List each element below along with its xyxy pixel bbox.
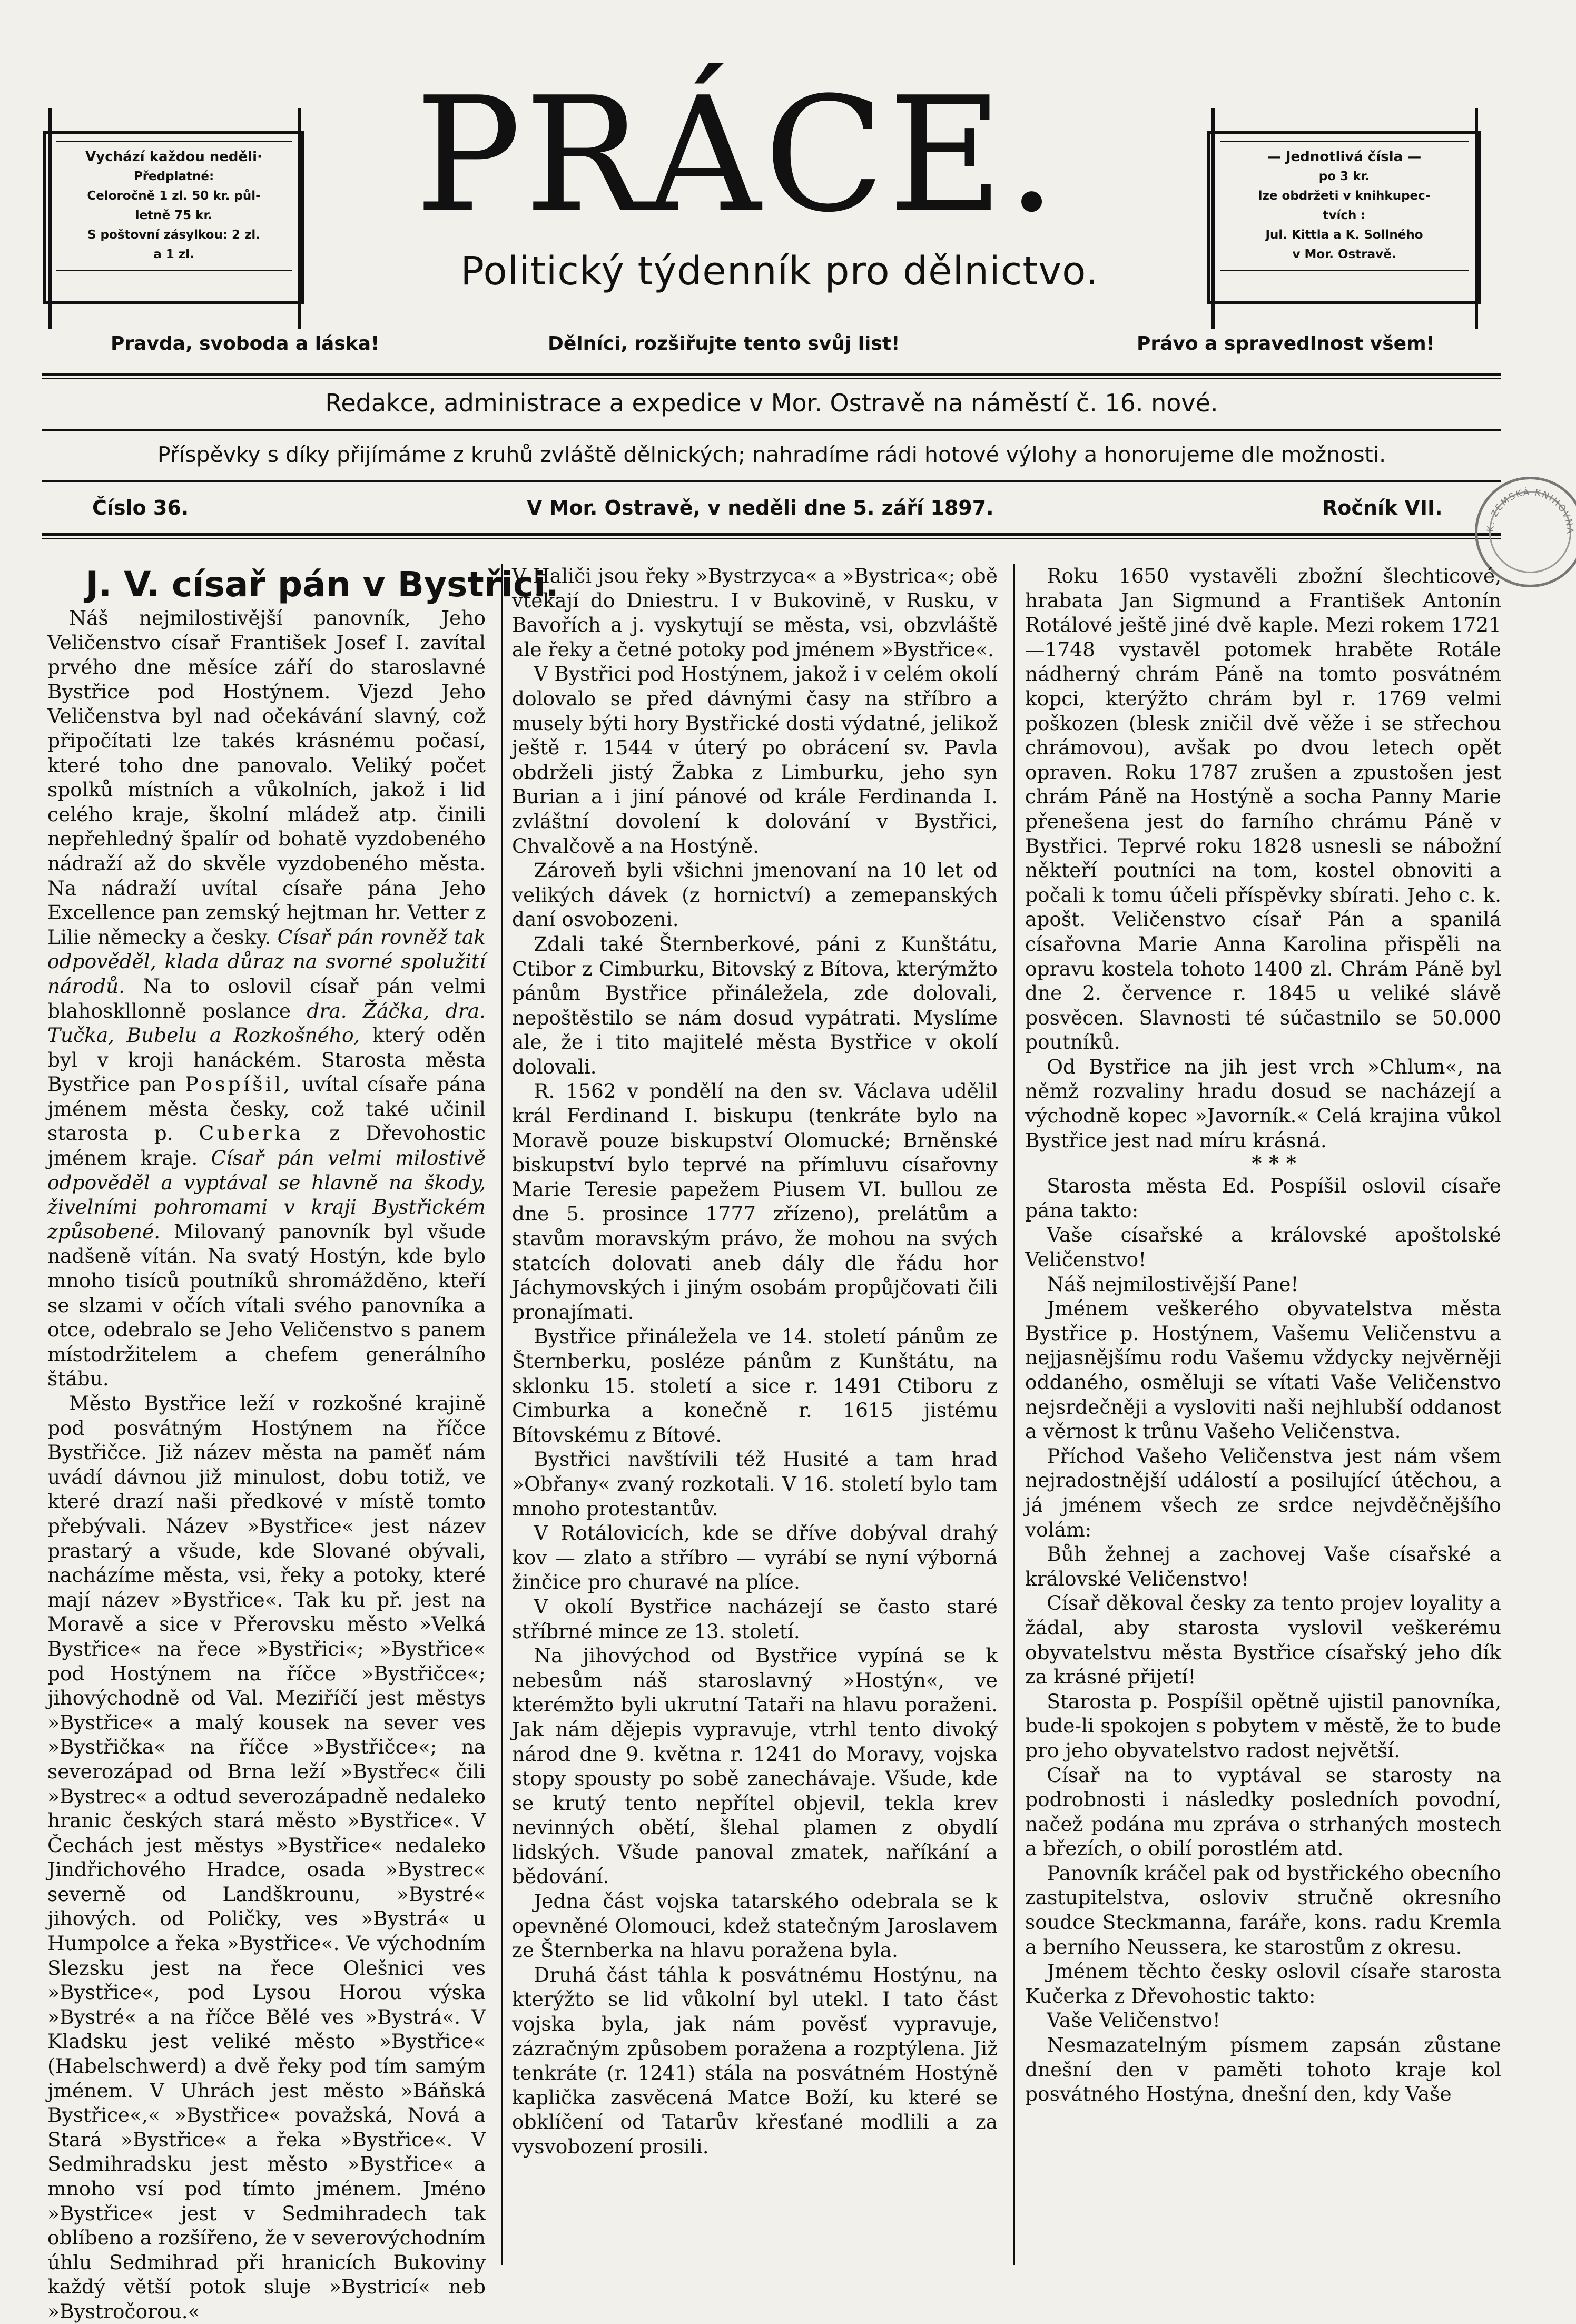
right-box-line: — Jednotlivá čísla — bbox=[1267, 149, 1422, 165]
text-run: z Dřevohostic jménem kraje. bbox=[47, 1121, 486, 1170]
left-box-line: letně 75 kr. bbox=[135, 209, 213, 222]
svg-text:K. ZEMSKÁ KNIHOVNA: K. ZEMSKÁ KNIHOVNA bbox=[1485, 487, 1575, 535]
editorial-address: Redakce, administrace a expedice v Mor. Ostravě na náměstí č. 16. nové. bbox=[325, 389, 1218, 417]
article-paragraph: Starosta p. Pospíšil opětně ujistil panovníka, bude-li spokojen s pobytem v městě, že to bude pro jeho obyvatelstvo radost největší. bbox=[1025, 1689, 1501, 1762]
italic-run: Císař pán rovněž tak odpověděl, klada důraz na svorné spolužití národů. bbox=[47, 925, 486, 998]
masthead-rule-thin bbox=[42, 378, 1501, 379]
motto-right: Právo a spravedlnost všem! bbox=[1137, 333, 1435, 354]
article-paragraph: Jménem těchto česky oslovil císaře starosta Kučerka z Dřevohostic takto: bbox=[1025, 1959, 1501, 2007]
article-paragraph: Bůh žehnej a zachovej Vaše císařské a královské Veličenstvo! bbox=[1025, 1542, 1501, 1590]
left-box-line: Vychází každou neděli· bbox=[85, 149, 262, 165]
right-notice-box bbox=[1207, 131, 1481, 304]
right-box-line: po 3 kr. bbox=[1318, 170, 1370, 183]
article-paragraph: V Haliči jsou řeky »Bystrzyca« a »Bystrica«; obě vtékají do Dniestru. I v Bukovině, v Rusku, v Bavořích a j. vyskytují se města, vsi, obzvláště ale řeky a četné potoky pod jménem »Bystřice«. bbox=[512, 564, 998, 661]
right-box-line: lze obdržeti v knihkupec- bbox=[1258, 189, 1431, 203]
issue-rule-thin bbox=[42, 538, 1501, 539]
italic-run: Císař pán velmi milostivě odpověděl a vyptával se hlavně na škody, živelními pohromami v kraji Bystřickém způsobené. bbox=[47, 1146, 486, 1243]
volume-number: Ročník VII. bbox=[1322, 496, 1443, 519]
article-paragraph: Zdali také Šternberkové, páni z Kunštátu, Ctibor z Cimburku, Bitovský z Bítova, kterýmžto pánům Bystřice přináležela, zde dolovali, nepoštěstilo se nám dosud vypátrati. Myslíme ale, že i tito majitelé města Bystřice v okolí dolovali. bbox=[512, 932, 998, 1078]
article-paragraph: Bystřici navštívili též Husité a tam hrad »Obřany« zvaný rozkotali. V 16. století bylo tam mnoho protestantův. bbox=[512, 1447, 998, 1520]
article-paragraph: Příchod Vašeho Veličenstva jest nám všem nejradostnější událostí a posilující útěchou, a já jménem všech ze srdce nejvděčnějšího volám: bbox=[1025, 1444, 1501, 1541]
article-paragraph: Druhá část táhla k posvátnému Hostýnu, na kterýžto se lid vůkolní byl utekl. I tato část vojska byla, jak nám pověsť vypravuje, zázračným způsobem poražena a rozptýlena. Již tenkráte (r. 1241) stála na posvátném Hostýně kaplička zasvěcená Matce Boží, ku které se obklíčení od Tatarův křesťané modlili a za vysvobození prosili. bbox=[512, 1963, 998, 2158]
left-box-line: Celoročně 1 zl. 50 kr. půl- bbox=[87, 189, 261, 203]
article-headline: J. V. císař pán v Bystřici. bbox=[85, 564, 559, 605]
column-rule-1 bbox=[501, 564, 503, 2265]
newspaper-subtitle: Politický týdenník pro dělnictvo. bbox=[460, 249, 1099, 294]
right-box-line: v Mor. Ostravě. bbox=[1292, 248, 1396, 261]
article-paragraph: Starosta města Ed. Pospíšil oslovil císaře pána takto: bbox=[1025, 1174, 1501, 1222]
article-paragraph: Jménem veškerého obyvatelstva města Bystřice p. Hostýnem, Vašemu Veličenstvu a nejjasnějšímu rodu Vašemu vždycky nejvěrněji oddaného, osměluji se vítati Vaše Veličenstvo nejsrdečněji a vysloviti naši nejhlubší oddanost a věrnost k trůnu Vašeho Veličenstva. bbox=[1025, 1297, 1501, 1443]
article-paragraph: Panovník kráčel pak od bystřického obecního zastupitelstva, osloviv stručně okresního soudce Steckmanna, faráře, kons. radu Kremla a berního Neussera, ke starostům z okresu. bbox=[1025, 1861, 1501, 1958]
masthead-rule bbox=[42, 373, 1501, 376]
text-run: uvítal císaře pána jménem města česky, což také učinil starosta p. bbox=[47, 1072, 486, 1145]
right-box-line: Jul. Kittla a K. Sollného bbox=[1265, 228, 1423, 242]
article-column-3 bbox=[1025, 564, 1501, 2106]
contributions-notice: Příspěvky s díky přijímáme z kruhů zvláště dělnických; nahradíme rádi hotové výlohy a honorujeme dle možnosti. bbox=[157, 442, 1386, 467]
article-paragraph: Roku 1650 vystavěli zbožní šlechticové, hrabata Jan Sigmund a František Antonín Rotálové ještě jiné dvě kaple. Mezi rokem 1721—1748 vystavěl potomek hraběte Rotále nádherný chrám Páně na tomto posvátném kopci, kterýžto chrám byl r. 1769 velmi poškozen (blesk zničil dvě věže i se střechou chrámovou), avšak po dvou letech opět opraven. Roku 1787 zrušen a zpustošen jest chrám Páně na Hostýně a socha Panny Marie přenešena jest do farního chrámu Páně v Bystřici. Teprvé roku 1828 usnesli se nábožní někteří poutníci na tom, kostel obnoviti a počali k tomu účeli příspěvky sbírati. Jeho c. k. apošt. Veličenstvo císař Pán a spanilá císařovna Marie Anna Karolina přispěli na opravu kostela tohoto 1400 zl. Chrám Páně byl dne 2. července r. 1845 u veliké slávě posvěcen. Slavnosti té súčastnilo se 50.000 poutníků. bbox=[1025, 564, 1501, 1054]
address-rule bbox=[42, 429, 1501, 431]
article-paragraph: Město Bystřice leží v rozkošné krajině pod posvátným Hostýnem na říčce Bystřičce. Již název města na paměť nám uvádí dávnou již minulost, dobu totiž, ve které drazí naši předkové v místě tomto přebývali. Název »Bystřice« jest název prastarý a všude, kde Slované obývali, nacházíme města, vsi, řeky a potoky, které mají název »Bystřice«. Tak ku př. jest na Moravě a sice v Přerovsku město »Velká Bystřice« na řece »Bystřici«; »Bystřice« pod Hostýnem na říčce »Bystřičce«; jihovýchodně od Val. Meziříčí jest městys »Bystřice« a malý kousek na sever ves »Bystřička« na říčce »Bystřičce«; na severozápad od Brna leží »Bystřec« čili »Bystrec« a odtud severozápadně nedaleko hranic českých stará město »Bystřice«. V Čechách jest městys »Bystřice« nedaleko Jindřichového Hradce, osada »Bystrec« severně od Landškrounu, »Bystré« jihových. od Poličky, ves »Bystrá« u Humpolce a řeka »Bystřice«. Ve východním Slezsku jest na řece Olešnici ves »Bystřice«, pod Lysou Horou výska »Bystré« a na říčce Bělé ves »Bystrá«. V Kladsku jest veliké město »Bystřice« (Habelschwerd) a dvě řeky pod tím samým jménem. V Uhrách jest město »Báňská Bystřice«,« »Bystřice« považská, Nová a Stará »Bystřice« a řeka »Bystřice«. V Sedmihradsku jest město »Bystřice« a mnoho vsí pod tímto jménem. Jméno »Bystřice« jest v Sedmihradech tak oblíbeno a rozšířeno, že v severovýchodním úhlu Sedmihrad při hranicích Bukoviny každý větší potok sluje »Bystricí« neb »Bystročorou.« bbox=[47, 1392, 486, 2323]
text-run: Na to oslovil císař pán velmi blahoskllonně poslance bbox=[47, 974, 486, 1022]
article-paragraph: V Bystřici pod Hostýnem, jakož i v celém okolí dolovalo se před dávnými časy na stříbro a musely býti hory Bystřické dosti výdatné, jelikož ještě r. 1544 v úterý po obrácení sv. Pavla obdrželi jistý Žabka z Limburku, jeho syn Burian a i jiní pánové od krále Ferdinanda I. zvláštní dovolení k dolování v Bystřici, Chvalčově a na Hostýně. bbox=[512, 662, 998, 858]
article-paragraph: Zároveň byli všichni jmenovaní na 10 let od velikých dávek (z hornictví) a zemepanských daní osvobozeni. bbox=[512, 859, 998, 931]
spaced-name: Cuberka bbox=[199, 1121, 304, 1145]
article-paragraph: Bystřice přináležela ve 14. století pánům ze Šternberku, posléze pánům z Kunštátu, na sklonku 15. století a sice r. 1491 Ctiboru z Cimburka a konečně r. 1615 jistému Bítovskému z Bítové. bbox=[512, 1325, 998, 1446]
italic-run: dra. Žáčka, dra. Tučka, Bubelu a Rozkošného, bbox=[47, 999, 486, 1047]
left-box-line: S poštovní zásylkou: 2 zl. bbox=[87, 228, 261, 242]
newspaper-title: PRÁCE. bbox=[415, 63, 1060, 247]
motto-left: Pravda, svoboda a láska! bbox=[111, 333, 380, 354]
article-paragraph: Jedna část vojska tatarského odebrala se k opevněné Olomouci, kdež statečným Jaroslavem ze Šternberka na hlavu poražena byla. bbox=[512, 1889, 998, 1962]
article-column-2 bbox=[512, 564, 998, 2159]
notice-rule bbox=[42, 480, 1501, 482]
text-run: který oděn byl v kroji hanáckém. Starosta města Bystřice pan bbox=[47, 1023, 486, 1096]
article-paragraph: R. 1562 v pondělí na den sv. Václava udělil král Ferdinand I. biskupu (tenkráte bylo na Moravě pouze biskupství Olomucké; Brněnské biskupství bylo teprvé na přímluvu císařovny Marie Teresie papežem Piusem VI. bullou ze dne 5. prosince 1777 zřízeno), prelátům a stavům moravským právo, že mohou na svých statcích dolovati aneb dály dle řádu hor Jáchymovských i jiným osobám propůjčovati čili pronajímati. bbox=[512, 1079, 998, 1324]
article-paragraph: Vaše císařské a královské apoštolské Veličenstvo! bbox=[1025, 1223, 1501, 1272]
motto-center: Dělníci, rozšiřujte tento svůj list! bbox=[548, 333, 900, 354]
article-paragraph: V Rotálovicích, kde se dříve dobýval drahý kov — zlato a stříbro — vyrábí se nyní výborná žinčice pro churavé na plíce. bbox=[512, 1521, 998, 1594]
issue-rule bbox=[42, 533, 1501, 536]
left-box-line: a 1 zl. bbox=[153, 248, 194, 261]
left-notice-box bbox=[43, 131, 304, 304]
text-run: Milovaný panovník byl všude nadšeně vítán. Na svatý Hostýn, kde bylo mnoho tisíců poutníků shromážděno, kteří se slzami v očích vítali svého panovníka a otce, odebralo se Jeho Veličenstvo s panem místodržitelem a chefem generálního štábu. bbox=[47, 1219, 486, 1391]
article-paragraph: Nesmazatelným písmem zapsán zůstane dnešní den v paměti tohoto kraje kol posvátného Hostýna, dnešní den, kdy Vaše bbox=[1025, 2033, 1501, 2106]
issue-number: Číslo 36. bbox=[92, 496, 189, 519]
spaced-name: Pospíšil, bbox=[185, 1072, 293, 1096]
issue-place-date: V Mor. Ostravě, v neděli dne 5. září 1897. bbox=[527, 496, 994, 519]
article-paragraph: Císař na to vyptával se starosty na podrobnosti i následky posledních povodní, načež podána mu zpráva o strhaných mostech a březích, o obilí porostlém atd. bbox=[1025, 1763, 1501, 1860]
text-run: Náš nejmilostivější panovník, Jeho Veličenstvo císař František Josef I. zavítal prvého dne měsíce září do staroslavné Bystřice pod Hostýnem. Vjezd Jeho Veličenstva byl nad očekávání slavný, což připočítati lze takés krásnému počasí, které toho dne panovalo. Veliký počet spolků místních a vůkolních, jakož i lid celého kraje, školní mládež atp. činili nepřehledný špalír od bohatě vyzdobeného nádraží až do skvěle vyzdobeného města. Na nádraží uvítal císaře pána Jeho Excellence pan zemský hejtman hr. Vetter z Lilie německy a česky. bbox=[47, 606, 486, 949]
article-paragraph: Vaše Veličenstvo! bbox=[1047, 2008, 1220, 2032]
article-paragraph bbox=[47, 606, 486, 1391]
section-separator: * * * bbox=[1252, 1151, 1297, 1175]
article-paragraph: Císař děkoval česky za tento projev loyality a žádal, aby starosta vyslovil veškerému obyvatelstvu města Bystřice císařský jeho dík za krásné přijetí! bbox=[1025, 1591, 1501, 1689]
column-rule-2 bbox=[1013, 564, 1015, 2265]
right-box-line: tvích : bbox=[1323, 209, 1366, 222]
article-paragraph: Náš nejmilostivější Pane! bbox=[1047, 1272, 1299, 1296]
article-column-1 bbox=[47, 564, 559, 2324]
article-paragraph: V okolí Bystřice nacházejí se často staré stříbrné mince ze 13. století. bbox=[512, 1594, 998, 1643]
article-paragraph: Od Bystřice na jih jest vrch »Chlum«, na němž rozvaliny hradu dosud se nacházejí a východně kopec »Javorník.« Celá krajina vůkol Bystřice jest nad míru krásná. bbox=[1025, 1055, 1501, 1152]
article-paragraph: Na jihovýchod od Bystřice vypíná se k nebesům náš staroslavný »Hostýn«, ve kterémžto byli ukrutní Tataři na hlavu poraženi. Jak nám dějepis vypravuje, vtrhl tento divoký národ dne 9. května r. 1241 do Moravy, vojska stopy spousty po sobě zanechávaje. Všude, kde se krutý tento nepřítel objevil, tekla krev nevinných obětí, šlehal plamen z obydlí lidských. Všude panoval zmatek, naříkání a bědování. bbox=[512, 1644, 998, 1888]
left-box-line: Předplatné: bbox=[133, 170, 214, 183]
